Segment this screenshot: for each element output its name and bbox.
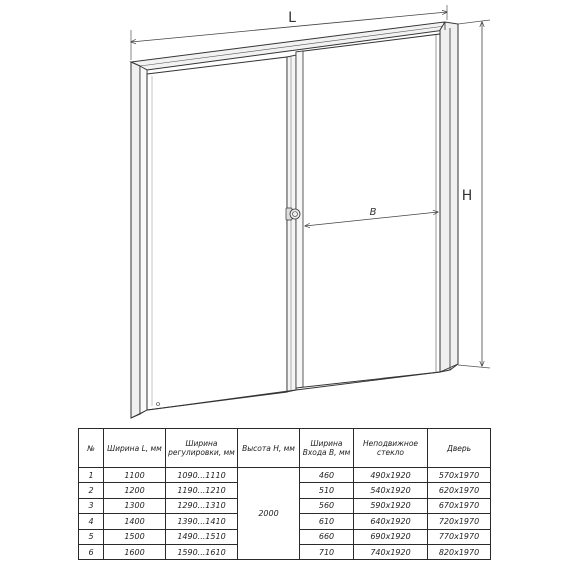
cell-number: 1 [79,468,104,483]
cell-fixed-glass: 540x1920 [354,483,428,498]
header-number: № [79,429,104,468]
fixed-panel-profile [287,55,296,392]
cell-fixed-glass: 490x1920 [354,468,428,483]
cell-door: 720x1970 [428,514,491,529]
header-height: Высота H, мм [238,429,300,468]
cell-number: 4 [79,514,104,529]
cell-door: 570x1970 [428,468,491,483]
cell-width: 1600 [104,544,166,559]
cell-door: 820x1970 [428,544,491,559]
cell-number: 2 [79,483,104,498]
cell-width: 1500 [104,529,166,544]
cell-adjust: 1190...1210 [166,483,238,498]
cell-entry: 460 [300,468,354,483]
cell-number: 6 [79,544,104,559]
cell-adjust: 1390...1410 [166,514,238,529]
cell-width: 1200 [104,483,166,498]
door-handle [286,208,300,220]
left-wall-profile [131,62,147,418]
cell-fixed-glass: 640x1920 [354,514,428,529]
cell-entry: 560 [300,498,354,513]
cell-width: 1300 [104,498,166,513]
cell-width: 1100 [104,468,166,483]
cell-number: 5 [79,529,104,544]
header-entry: Ширина Входа B, мм [300,429,354,468]
table-header-row [79,429,491,468]
header-adjust: Ширина регулировки, мм [166,429,238,468]
cell-entry: 610 [300,514,354,529]
cell-fixed-glass: 690x1920 [354,529,428,544]
entry-dim-label: B [369,207,377,218]
specifications-table [78,428,491,560]
cell-adjust: 1090...1110 [166,468,238,483]
cell-door: 770x1970 [428,529,491,544]
cell-door: 670x1970 [428,498,491,513]
header-door: Дверь [428,429,491,468]
cell-adjust: 1490...1510 [166,529,238,544]
cell-entry: 510 [300,483,354,498]
height-dimension [458,20,490,368]
width-dim-label: L [288,10,296,26]
right-wall-profile [440,22,458,372]
cell-width: 1400 [104,514,166,529]
header-width: Ширина L, мм [104,429,166,468]
height-dim-label: H [461,188,473,204]
cell-fixed-glass: 590x1920 [354,498,428,513]
sliding-door-panel [296,34,440,388]
table-row [79,468,491,483]
cell-entry: 710 [300,544,354,559]
cell-adjust: 1290...1310 [166,498,238,513]
cell-entry: 660 [300,529,354,544]
cell-adjust: 1590...1610 [166,544,238,559]
cell-height: 2000 [238,468,300,560]
cell-number: 3 [79,498,104,513]
cell-door: 620x1970 [428,483,491,498]
header-fixed-glass: Неподвижное стекло [354,429,428,468]
cell-fixed-glass: 740x1920 [354,544,428,559]
fixed-glass-panel [147,57,287,410]
